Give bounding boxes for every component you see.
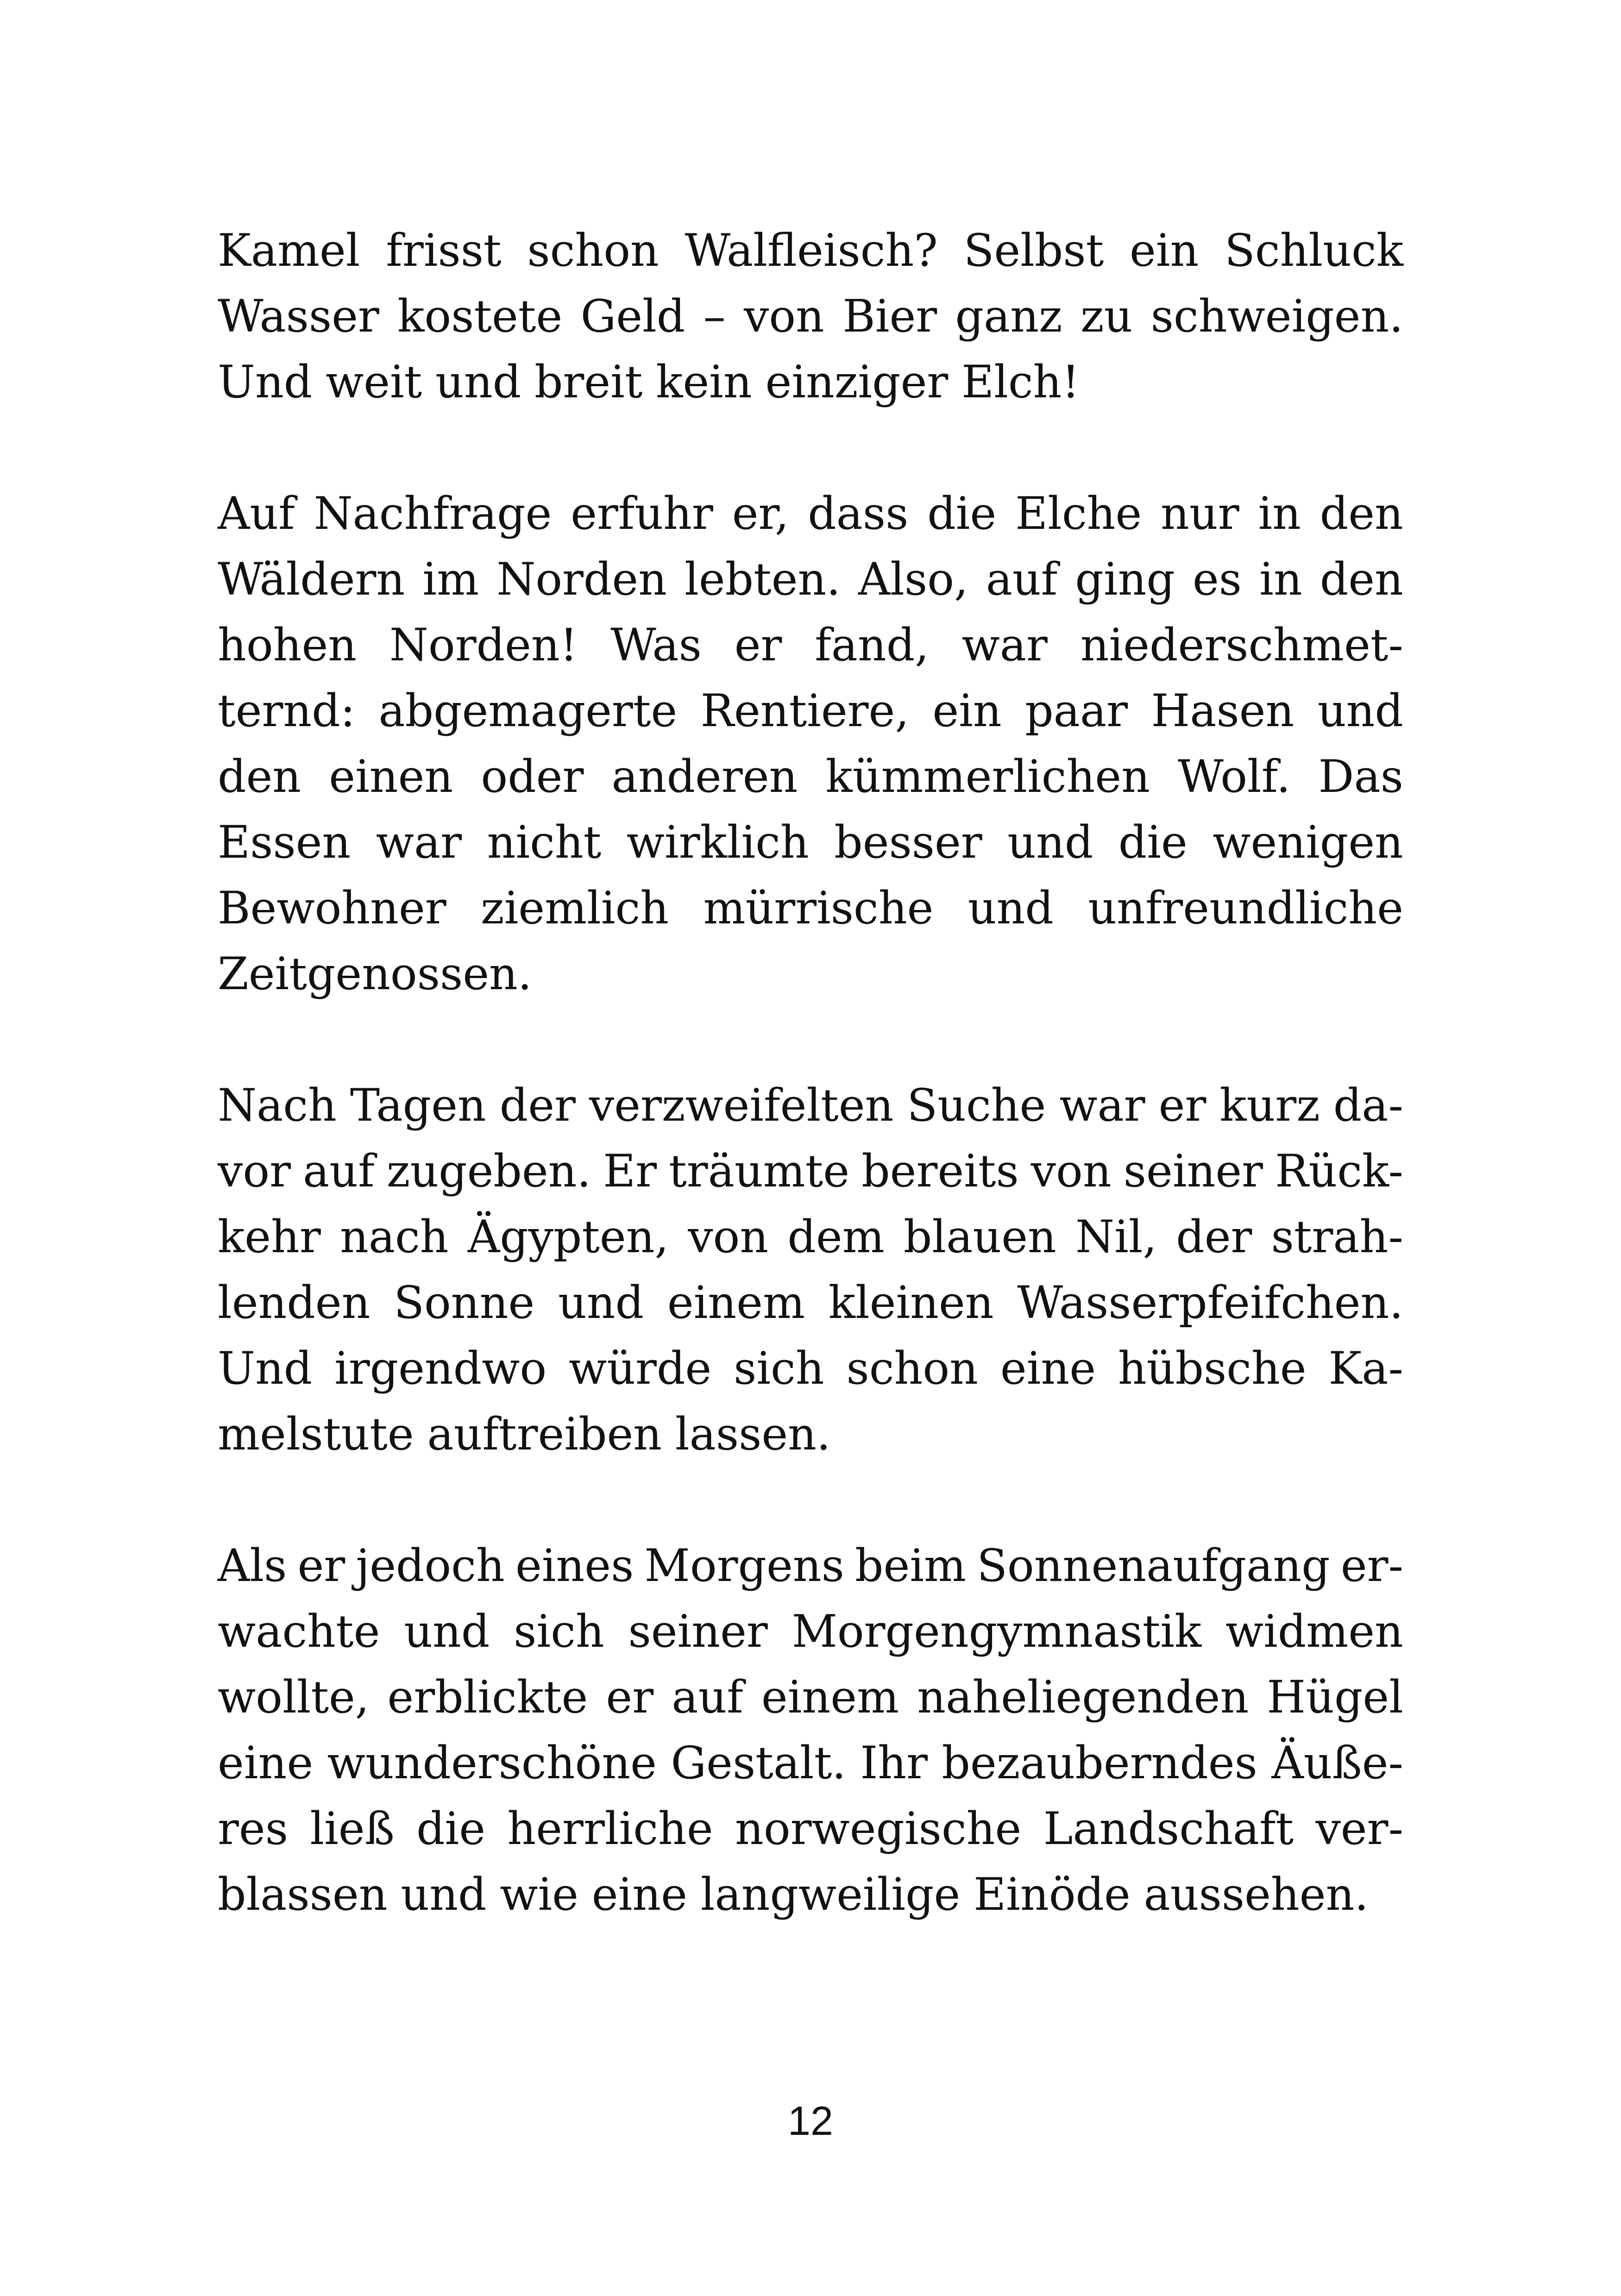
text-line: blassen und wie eine langweilige Einöde aussehen. xyxy=(218,1869,1369,1920)
text-line: den einen oder anderen kümmerlichen Wolf. Das xyxy=(218,751,1403,803)
text-line: Auf Nachfrage erfuhr er, dass die Elche nur in den xyxy=(218,488,1403,539)
text-line: res ließ die herrliche norwegische Landschaft ver- xyxy=(218,1803,1403,1855)
paragraph xyxy=(218,1533,1403,1927)
paragraph xyxy=(218,481,1403,1007)
text-line: hohen Norden! Was er fand, war niederschmet- xyxy=(218,619,1403,671)
text-line: lenden Sonne und einem kleinen Wasserpfeifchen. xyxy=(218,1277,1403,1329)
text-line: vor auf zugeben. Er träumte bereits von seiner Rück- xyxy=(218,1145,1403,1197)
text-line: wollte, erblickte er auf einem naheliegenden Hügel xyxy=(218,1671,1403,1723)
text-line: Und irgendwo würde sich schon eine hübsche Ka- xyxy=(218,1342,1403,1394)
text-line: Kamel frisst schon Walfleisch? Selbst ein Schluck xyxy=(218,225,1403,276)
text-line: wachte und sich seiner Morgengymnastik widmen xyxy=(218,1606,1403,1657)
text-column xyxy=(218,218,1403,1993)
page-number: 12 xyxy=(788,2098,833,2144)
paragraph xyxy=(218,1073,1403,1467)
text-line: melstute auftreiben lassen. xyxy=(218,1408,831,1460)
text-line: ternd: abgemagerte Rentiere, ein paar Hasen und xyxy=(218,685,1403,737)
text-line: Bewohner ziemlich mürrische und unfreundliche xyxy=(218,882,1403,934)
text-line: Essen war nicht wirklich besser und die wenigen xyxy=(218,816,1403,868)
text-line: Als er jedoch eines Morgens beim Sonnenaufgang er- xyxy=(218,1540,1403,1592)
text-line: kehr nach Ägypten, von dem blauen Nil, der strah- xyxy=(218,1211,1403,1263)
text-line: Nach Tagen der verzweifelten Suche war er kurz da- xyxy=(218,1079,1403,1131)
text-line: Zeitgenossen. xyxy=(218,948,532,1000)
text-line: Wasser kostete Geld – von Bier ganz zu schweigen. xyxy=(218,290,1403,342)
paragraph xyxy=(218,218,1403,415)
text-line: eine wunderschöne Gestalt. Ihr bezauberndes Äuße- xyxy=(218,1737,1403,1789)
text-line: Wäldern im Norden lebten. Also, auf ging es in den xyxy=(218,553,1403,605)
text-line: Und weit und breit kein einziger Elch! xyxy=(218,356,1080,408)
